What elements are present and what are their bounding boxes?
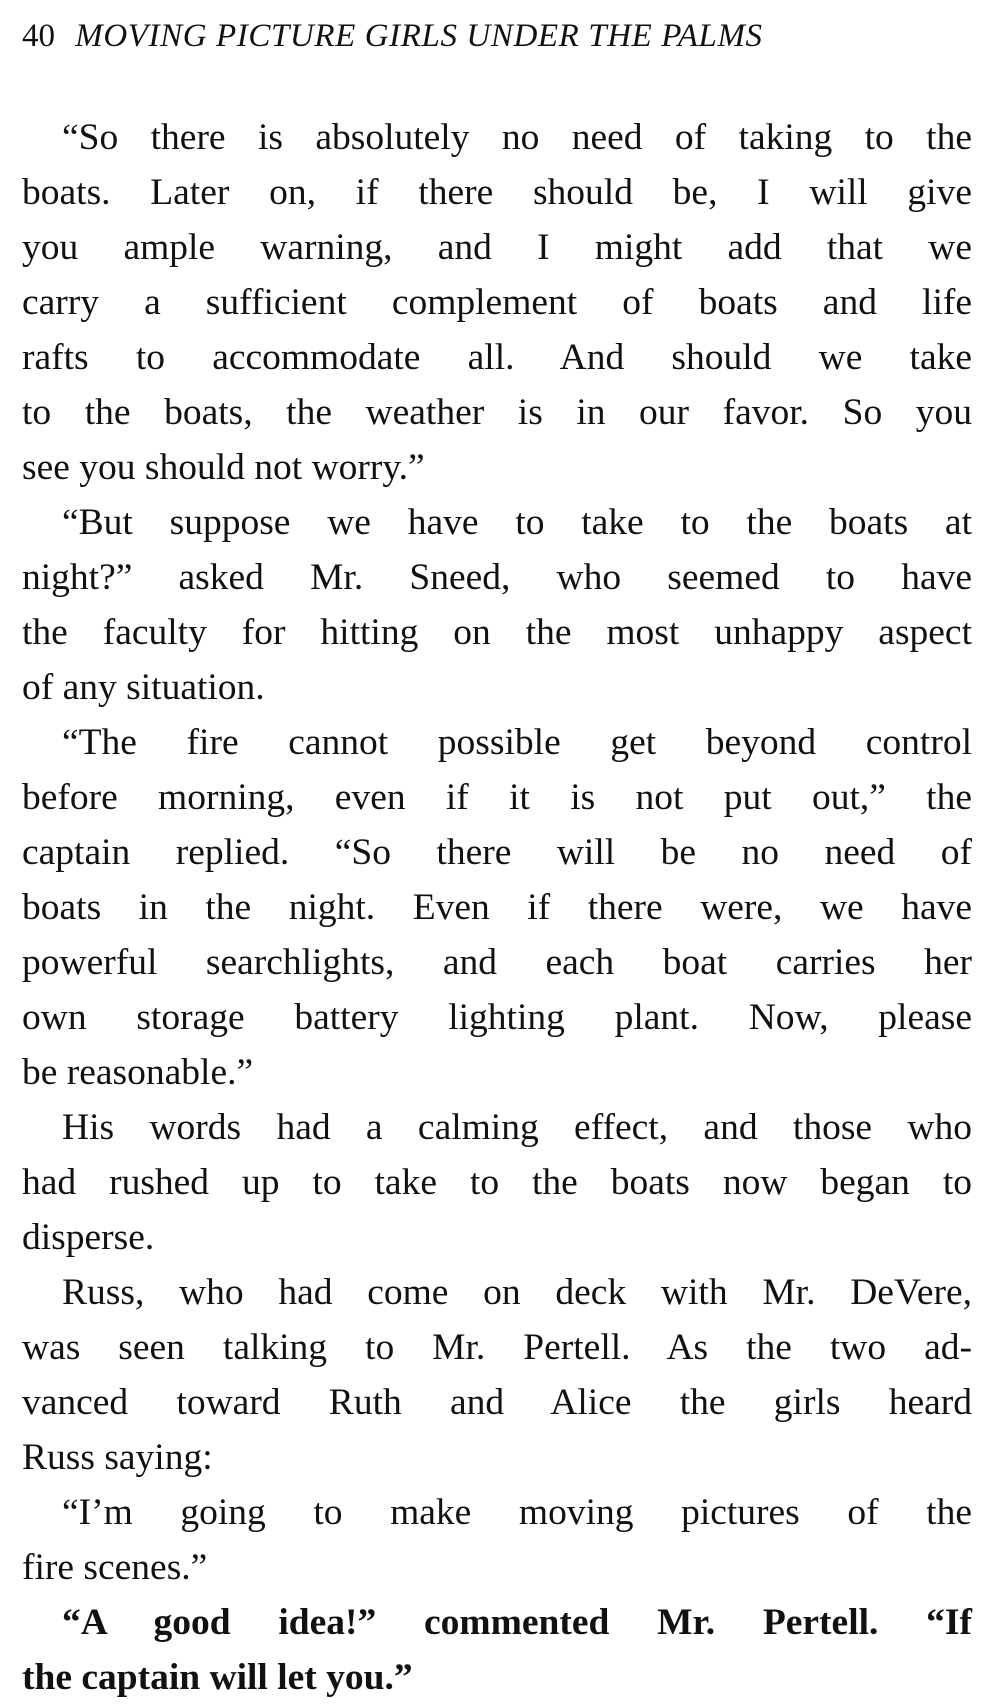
text-line: Russ saying: <box>22 1437 213 1478</box>
text-line: was seen talking to Mr. Pertell. As the two ad- <box>22 1327 972 1368</box>
text-line: disperse. <box>22 1217 155 1258</box>
text-line: vanced toward Ruth and Alice the girls heard <box>22 1382 972 1423</box>
text-line: see you should not worry.” <box>22 447 425 488</box>
text-line: boats. Later on, if there should be, I will give <box>22 172 972 213</box>
running-title: MOVING PICTURE GIRLS UNDER THE PALMS <box>75 18 763 54</box>
text-line: Russ, who had come on deck with Mr. DeVere, <box>62 1272 972 1313</box>
text-line: His words had a calming effect, and those who <box>62 1107 972 1148</box>
text-line: rafts to accommodate all. And should we take <box>22 337 972 378</box>
text-line: you ample warning, and I might add that we <box>22 227 972 268</box>
text-line: before morning, even if it is not put out,” the <box>22 777 972 818</box>
text-line: boats in the night. Even if there were, we have <box>22 887 972 928</box>
paragraph-6 <box>22 1485 972 1595</box>
paragraph-3 <box>22 715 972 1100</box>
text-line: “I’m going to make moving pictures of the <box>62 1492 972 1533</box>
running-head <box>22 14 972 72</box>
text-line: night?” asked Mr. Sneed, who seemed to have <box>22 557 972 598</box>
text-line: of any situation. <box>22 667 265 708</box>
text-line: had rushed up to take to the boats now began to <box>22 1162 972 1203</box>
text-line: captain replied. “So there will be no need of <box>22 832 972 873</box>
paragraph-4 <box>22 1100 972 1265</box>
text-line: “But suppose we have to take to the boats at <box>62 502 972 543</box>
text-line: “A good idea!” commented Mr. Pertell. “If <box>62 1602 972 1643</box>
page-number: 40 <box>22 18 55 54</box>
text-line: powerful searchlights, and each boat carries her <box>22 942 972 983</box>
paragraph-7 <box>22 1595 972 1705</box>
paragraph-5 <box>22 1265 972 1485</box>
text-line: the faculty for hitting on the most unhappy aspect <box>22 612 972 653</box>
text-line: carry a sufficient complement of boats and life <box>22 282 972 323</box>
text-line: “The fire cannot possible get beyond control <box>62 722 972 763</box>
text-line: own storage battery lighting plant. Now, please <box>22 997 972 1038</box>
text-line: the captain will let you.” <box>22 1657 413 1698</box>
body-text <box>22 110 972 1705</box>
paragraph-1 <box>22 110 972 495</box>
text-line: fire scenes.” <box>22 1547 208 1588</box>
book-page <box>22 14 972 1705</box>
text-line: “So there is absolutely no need of taking to the <box>62 117 972 158</box>
text-line: to the boats, the weather is in our favor. So you <box>22 392 972 433</box>
text-line: be reasonable.” <box>22 1052 254 1093</box>
paragraph-2 <box>22 495 972 715</box>
